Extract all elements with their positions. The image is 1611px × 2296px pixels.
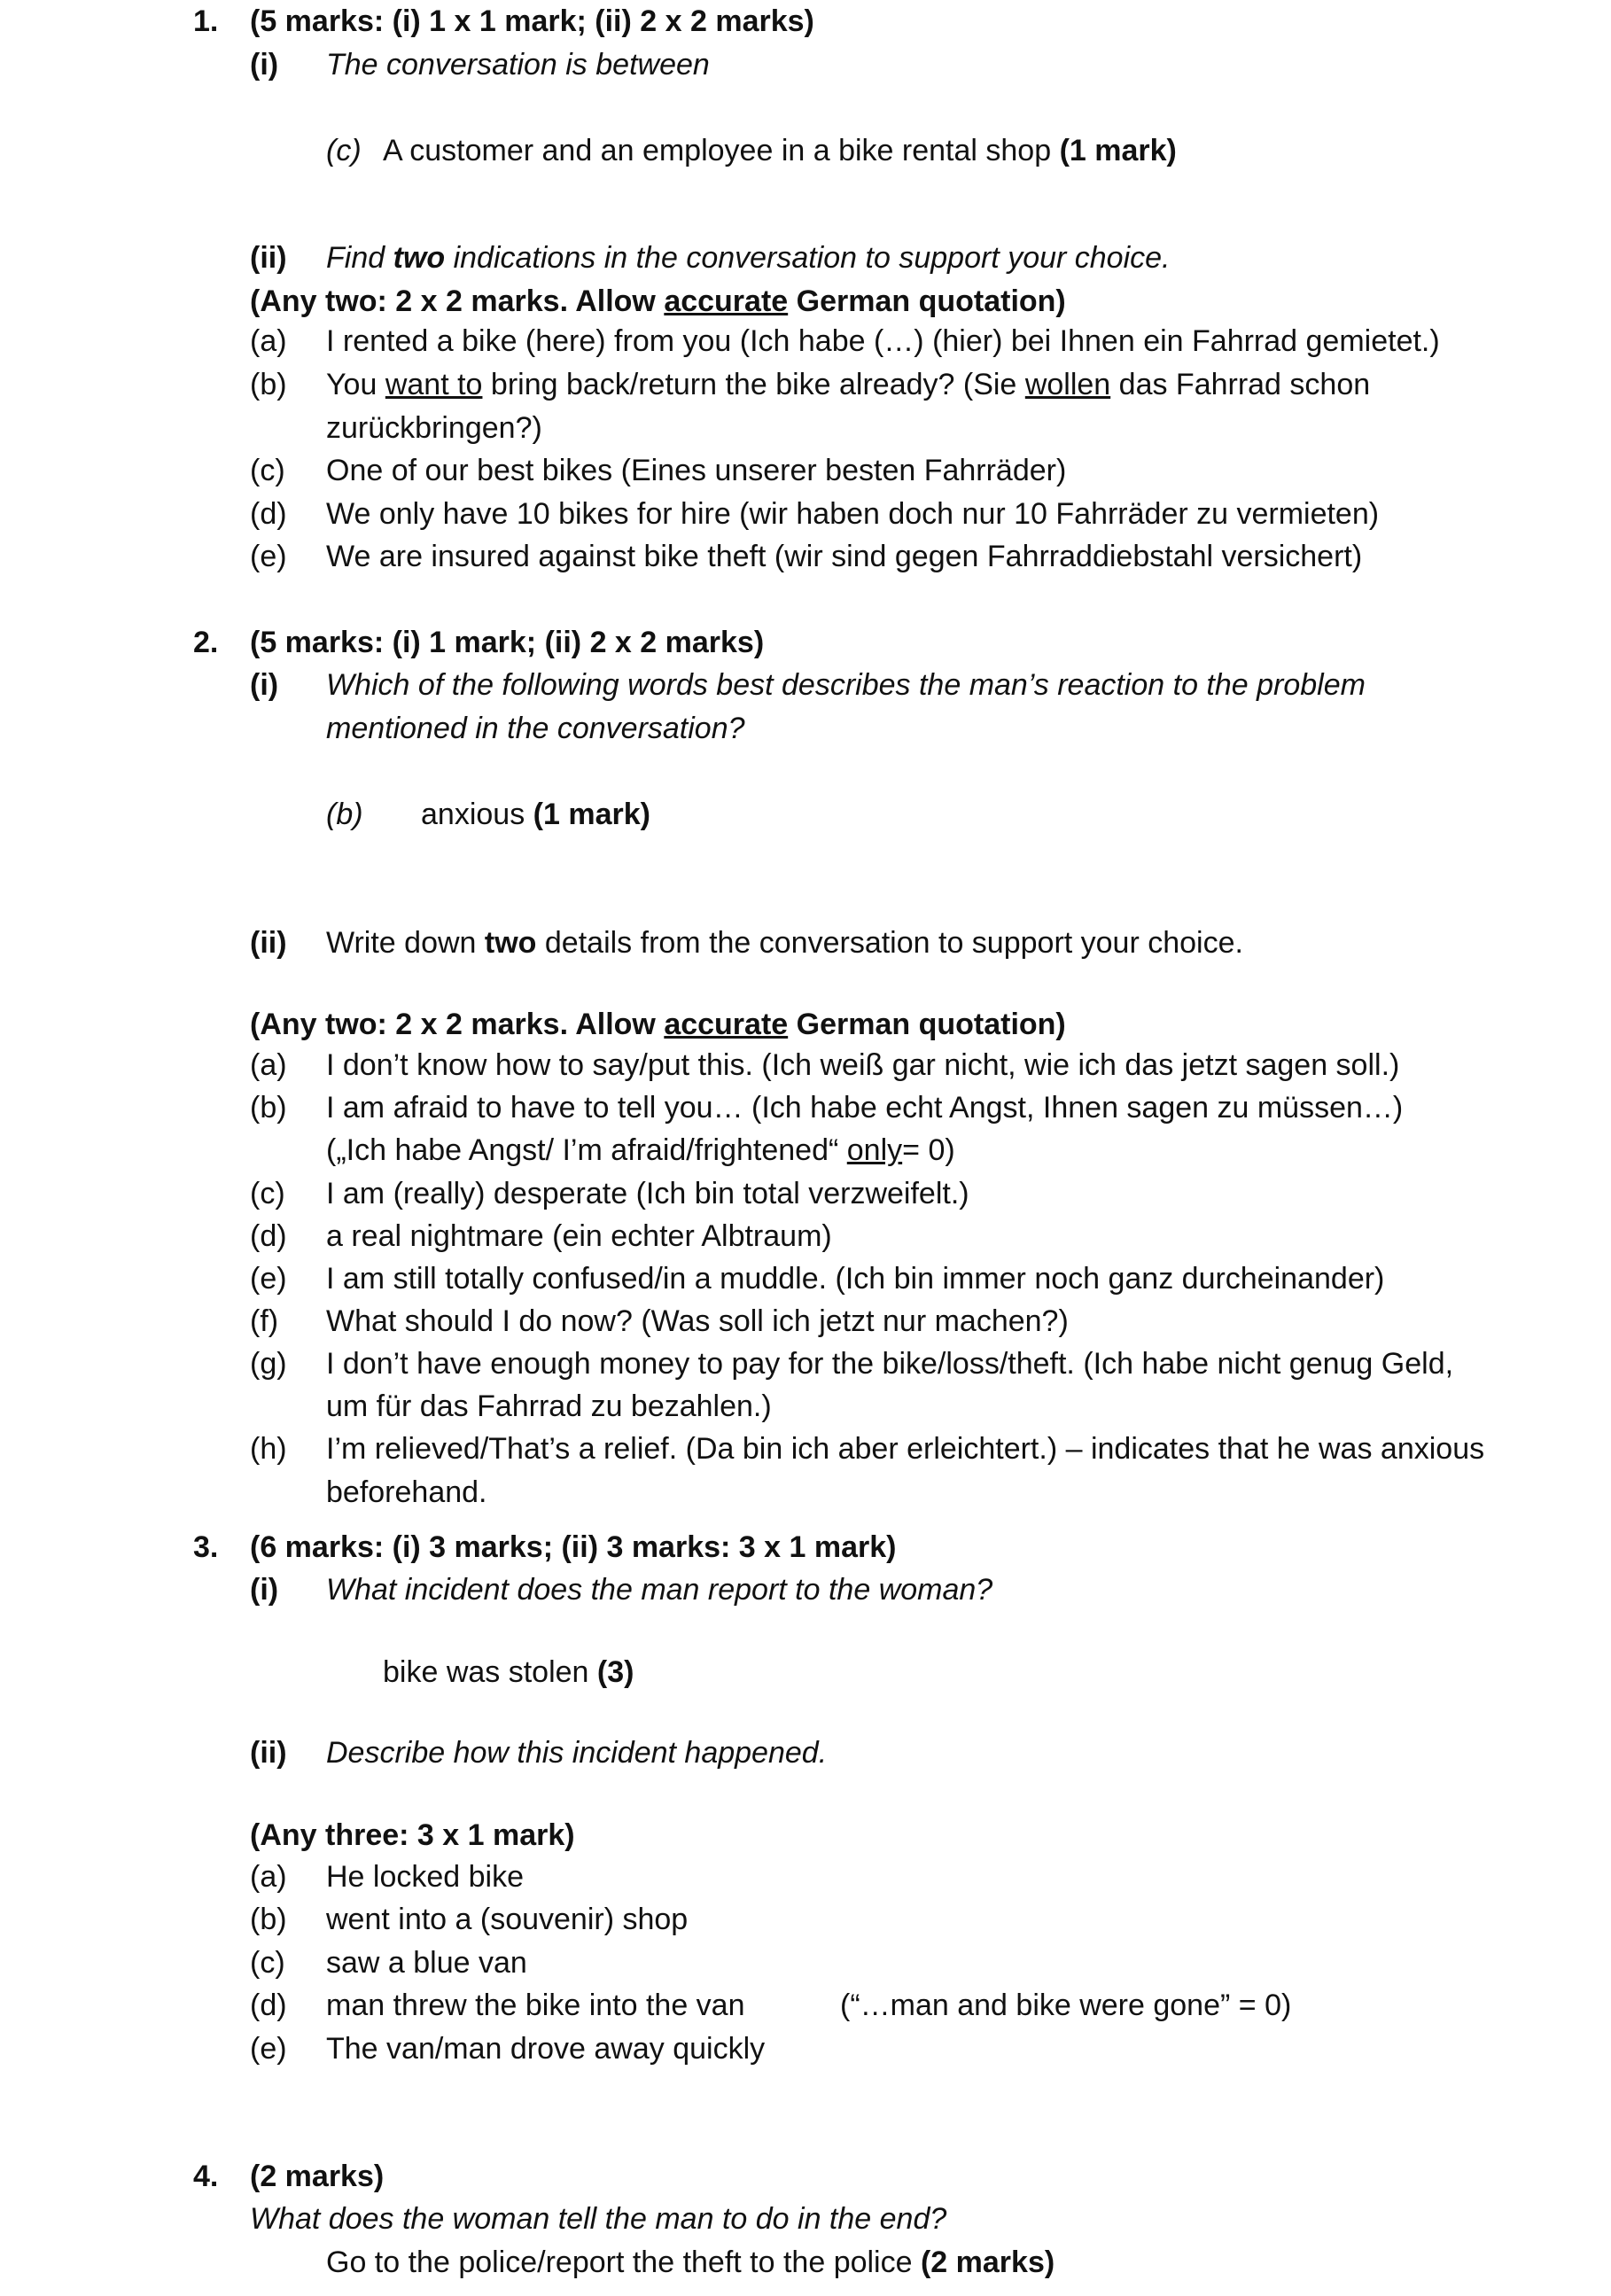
q2-item-label: (c) bbox=[250, 1177, 285, 1210]
q3-item-text: man threw the bike into the van bbox=[326, 1989, 745, 2022]
q1-marks: (5 marks: (i) 1 x 1 mark; (ii) 2 x 2 marks) bbox=[250, 4, 814, 38]
q3-item-label: (d) bbox=[250, 1989, 287, 2022]
q2-item-text: I am (really) desperate (Ich bin total verzweifelt.) bbox=[326, 1177, 969, 1210]
q1-item-text: One of our best bikes (Eines unserer besten Fahrräder) bbox=[326, 454, 1067, 487]
q1-item-label: (d) bbox=[250, 497, 287, 531]
q3-item-label: (e) bbox=[250, 2032, 287, 2066]
q1-item-text: I rented a bike (here) from you (Ich habe (…) (hier) bei Ihnen ein Fahrrad gemietet.) bbox=[326, 324, 1440, 358]
q2-number: 2. bbox=[193, 626, 219, 659]
q2-item-text: I’m relieved/That’s a relief. (Da bin ich aber erleichtert.) – indicates that he was anxious bbox=[326, 1432, 1485, 1466]
q3-ii-label: (ii) bbox=[250, 1736, 287, 1770]
q1-item-text-cont: zurückbringen?) bbox=[326, 411, 542, 445]
q3-number: 3. bbox=[193, 1530, 219, 1564]
q3-item-label: (a) bbox=[250, 1860, 287, 1894]
q2-ii-label: (ii) bbox=[250, 926, 287, 960]
q3-item-text: went into a (souvenir) shop bbox=[326, 1903, 689, 1936]
q3-ii-prompt: Describe how this incident happened. bbox=[326, 1736, 828, 1770]
q2-item-label: (h) bbox=[250, 1432, 287, 1466]
q3-i-answer: bike was stolen (3) bbox=[383, 1655, 634, 1689]
q2-item-text: What should I do now? (Was soll ich jetzt nur machen?) bbox=[326, 1304, 1069, 1338]
q3-item-text: The van/man drove away quickly bbox=[326, 2032, 766, 2066]
q4-number: 4. bbox=[193, 2160, 219, 2193]
q2-item-label: (d) bbox=[250, 1219, 287, 1253]
q1-item-label: (e) bbox=[250, 540, 287, 573]
q2-item-label: (b) bbox=[250, 1091, 287, 1125]
q2-ii-prompt: Write down two details from the conversation to support your choice. bbox=[326, 926, 1243, 960]
q1-ii-prompt: Find two indications in the conversation to support your choice. bbox=[326, 241, 1171, 275]
q2-item-text: I am still totally confused/in a muddle. (Ich bin immer noch ganz durcheinander) bbox=[326, 1262, 1385, 1296]
q2-marks: (5 marks: (i) 1 mark; (ii) 2 x 2 marks) bbox=[250, 626, 765, 659]
q1-ii-rule: (Any two: 2 x 2 marks. Allow accurate German quotation) bbox=[250, 284, 1066, 318]
q2-item-label: (e) bbox=[250, 1262, 287, 1296]
q2-ii-rule: (Any two: 2 x 2 marks. Allow accurate German quotation) bbox=[250, 1008, 1066, 1041]
q2-item-text-cont: um für das Fahrrad zu bezahlen.) bbox=[326, 1389, 772, 1423]
q1-item-label: (a) bbox=[250, 324, 287, 358]
q3-ii-rule: (Any three: 3 x 1 mark) bbox=[250, 1818, 575, 1852]
q3-item-label: (b) bbox=[250, 1903, 287, 1936]
q3-item-text: saw a blue van bbox=[326, 1946, 527, 1980]
q3-item-label: (c) bbox=[250, 1946, 285, 1980]
q3-item-text: He locked bike bbox=[326, 1860, 525, 1894]
q1-ii-label: (ii) bbox=[250, 241, 287, 275]
q1-item-text: You want to bring back/return the bike already? (Sie wollen das Fahrrad schon bbox=[326, 368, 1371, 401]
q3-marks: (6 marks: (i) 3 marks; (ii) 3 marks: 3 x 1 mark) bbox=[250, 1530, 897, 1564]
q3-item-note: (“…man and bike were gone” = 0) bbox=[840, 1989, 1292, 2022]
q1-item-text: We only have 10 bikes for hire (wir haben doch nur 10 Fahrräder zu vermieten) bbox=[326, 497, 1380, 531]
q1-i-answer: A customer and an employee in a bike rental shop (1 mark) bbox=[383, 134, 1177, 167]
q4-prompt: What does the woman tell the man to do in the end? bbox=[250, 2202, 947, 2236]
q1-item-label: (c) bbox=[250, 454, 285, 487]
q1-i-prompt: The conversation is between bbox=[326, 48, 710, 82]
q1-item-text: We are insured against bike theft (wir sind gegen Fahrraddiebstahl versichert) bbox=[326, 540, 1363, 573]
q4-marks: (2 marks) bbox=[250, 2160, 385, 2193]
q2-item-label: (f) bbox=[250, 1304, 279, 1338]
q2-item-label: (g) bbox=[250, 1347, 287, 1381]
q1-item-label: (b) bbox=[250, 368, 287, 401]
q2-item-text: I don’t have enough money to pay for the bike/loss/theft. (Ich habe nicht genug Geld, bbox=[326, 1347, 1454, 1381]
q4-answer: Go to the police/report the theft to the police (2 marks) bbox=[326, 2245, 1055, 2279]
q2-i-option-label: (b) bbox=[326, 798, 363, 831]
q2-item-text: a real nightmare (ein echter Albtraum) bbox=[326, 1219, 832, 1253]
q2-i-prompt: Which of the following words best describes the man’s reaction to the problem bbox=[326, 668, 1366, 702]
q2-i-label: (i) bbox=[250, 668, 279, 702]
q3-i-label: (i) bbox=[250, 1573, 279, 1607]
q2-item-text: I don’t know how to say/put this. (Ich weiß gar nicht, wie ich das jetzt sagen soll.) bbox=[326, 1048, 1400, 1082]
q3-i-prompt: What incident does the man report to the woman? bbox=[326, 1573, 993, 1607]
q2-item-note: („Ich habe Angst/ I’m afraid/frightened“ only= 0) bbox=[326, 1133, 955, 1167]
q2-item-text-cont: beforehand. bbox=[326, 1475, 487, 1509]
q1-i-option-label: (c) bbox=[326, 134, 362, 167]
q2-i-answer: anxious (1 mark) bbox=[421, 798, 650, 831]
q1-i-label: (i) bbox=[250, 48, 279, 82]
q2-item-text: I am afraid to have to tell you… (Ich habe echt Angst, Ihnen sagen zu müssen…) bbox=[326, 1091, 1404, 1125]
q2-i-prompt-cont: mentioned in the conversation? bbox=[326, 712, 745, 745]
q1-number: 1. bbox=[193, 4, 219, 38]
q2-item-label: (a) bbox=[250, 1048, 287, 1082]
